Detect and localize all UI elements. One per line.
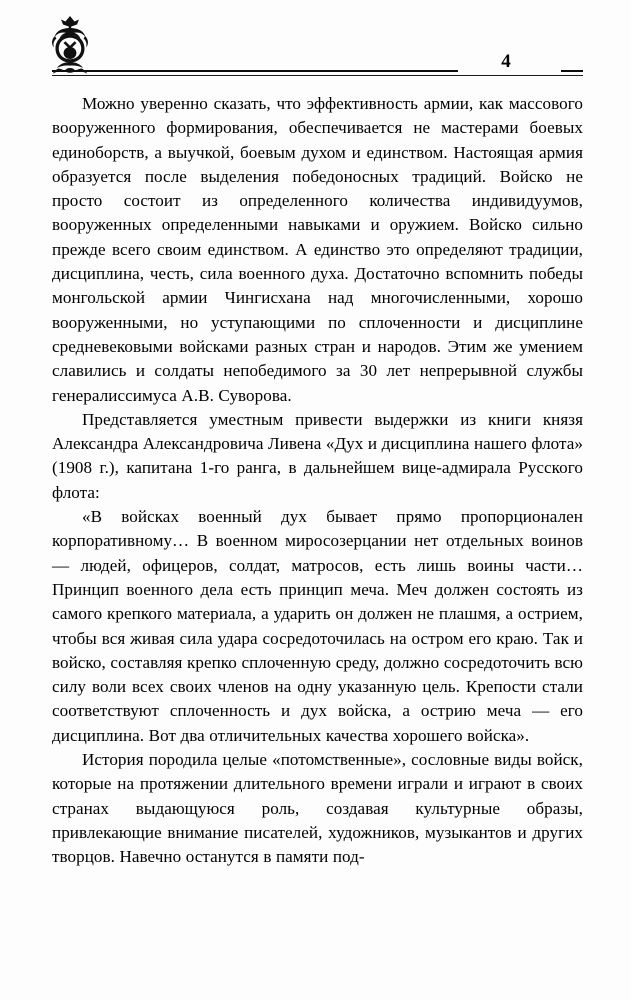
page-number: 4 bbox=[482, 52, 530, 71]
header-rule-bottom bbox=[52, 75, 583, 76]
header-rule-top-right bbox=[561, 70, 583, 72]
running-head bbox=[0, 0, 631, 92]
paragraph: Представляется уместным привести выдержки из книги князя Александра Александровича Ливена «Дух и дисциплина нашего флота» (1908 г.), капитана 1-го ранга, в дальнейшем вице-адмирала Русского флота: bbox=[52, 409, 583, 502]
header-rule bbox=[52, 51, 583, 80]
paragraph: «В войсках военный дух бывает прямо пропорционален корпоративному… В военном миросозерцании нет отдельных воинов — людей, офицеров, солдат, матросов, есть лишь воины части… Принцип военного дела есть принцип меча. Меч должен состоять из самого крепкого материала, а ударить он должен не плашмя, а острием, чтобы вся живая сила удара сосредоточилась на остром его краю. Так и войско, составляя крепко сплоченную среду, должно сосредоточить всю силу воли всех своих членов на одну указанную цель. Крепости стали соответствуют сплоченность и дух войска, а острию меча — его дисциплина. Вот два отличительных качества хорошего войска». bbox=[52, 507, 583, 745]
body-text bbox=[52, 92, 583, 870]
header-rule-top-left bbox=[52, 70, 458, 72]
paragraph: Можно уверенно сказать, что эффективность армии, как массового вооруженного формирования, обеспечивается не мастерами боевых единоборств, а выучкой, боевым духом и единством. Настоящая армия образуется после выделения победоносных традиций. Войско не просто состоит из определенного количества индивидуумов, вооруженных определенными навыками и оружием. Войско сильно прежде всего своим единством. А единство это определяют традиции, дисциплина, честь, сила военного духа. Достаточно вспомнить победы монгольской армии Чингисхана над многочисленными, хорошо вооруженными, но уступающими по сплоченности и дисциплине средневековыми войсками разных стран и народов. Этим же умением славились и солдаты непобедимого за 30 лет непрерывной службы генералиссимуса А.В. Суворова. bbox=[52, 94, 583, 405]
paragraph: История породила целые «потомственные», сословные виды войск, которые на протяжении длительного времени играли и играют в своих странах выдающуюся роль, создавая культурные образы, привлекающие внимание писателей, художников, музыкантов и других творцов. Навечно останутся в памяти под- bbox=[52, 750, 583, 867]
